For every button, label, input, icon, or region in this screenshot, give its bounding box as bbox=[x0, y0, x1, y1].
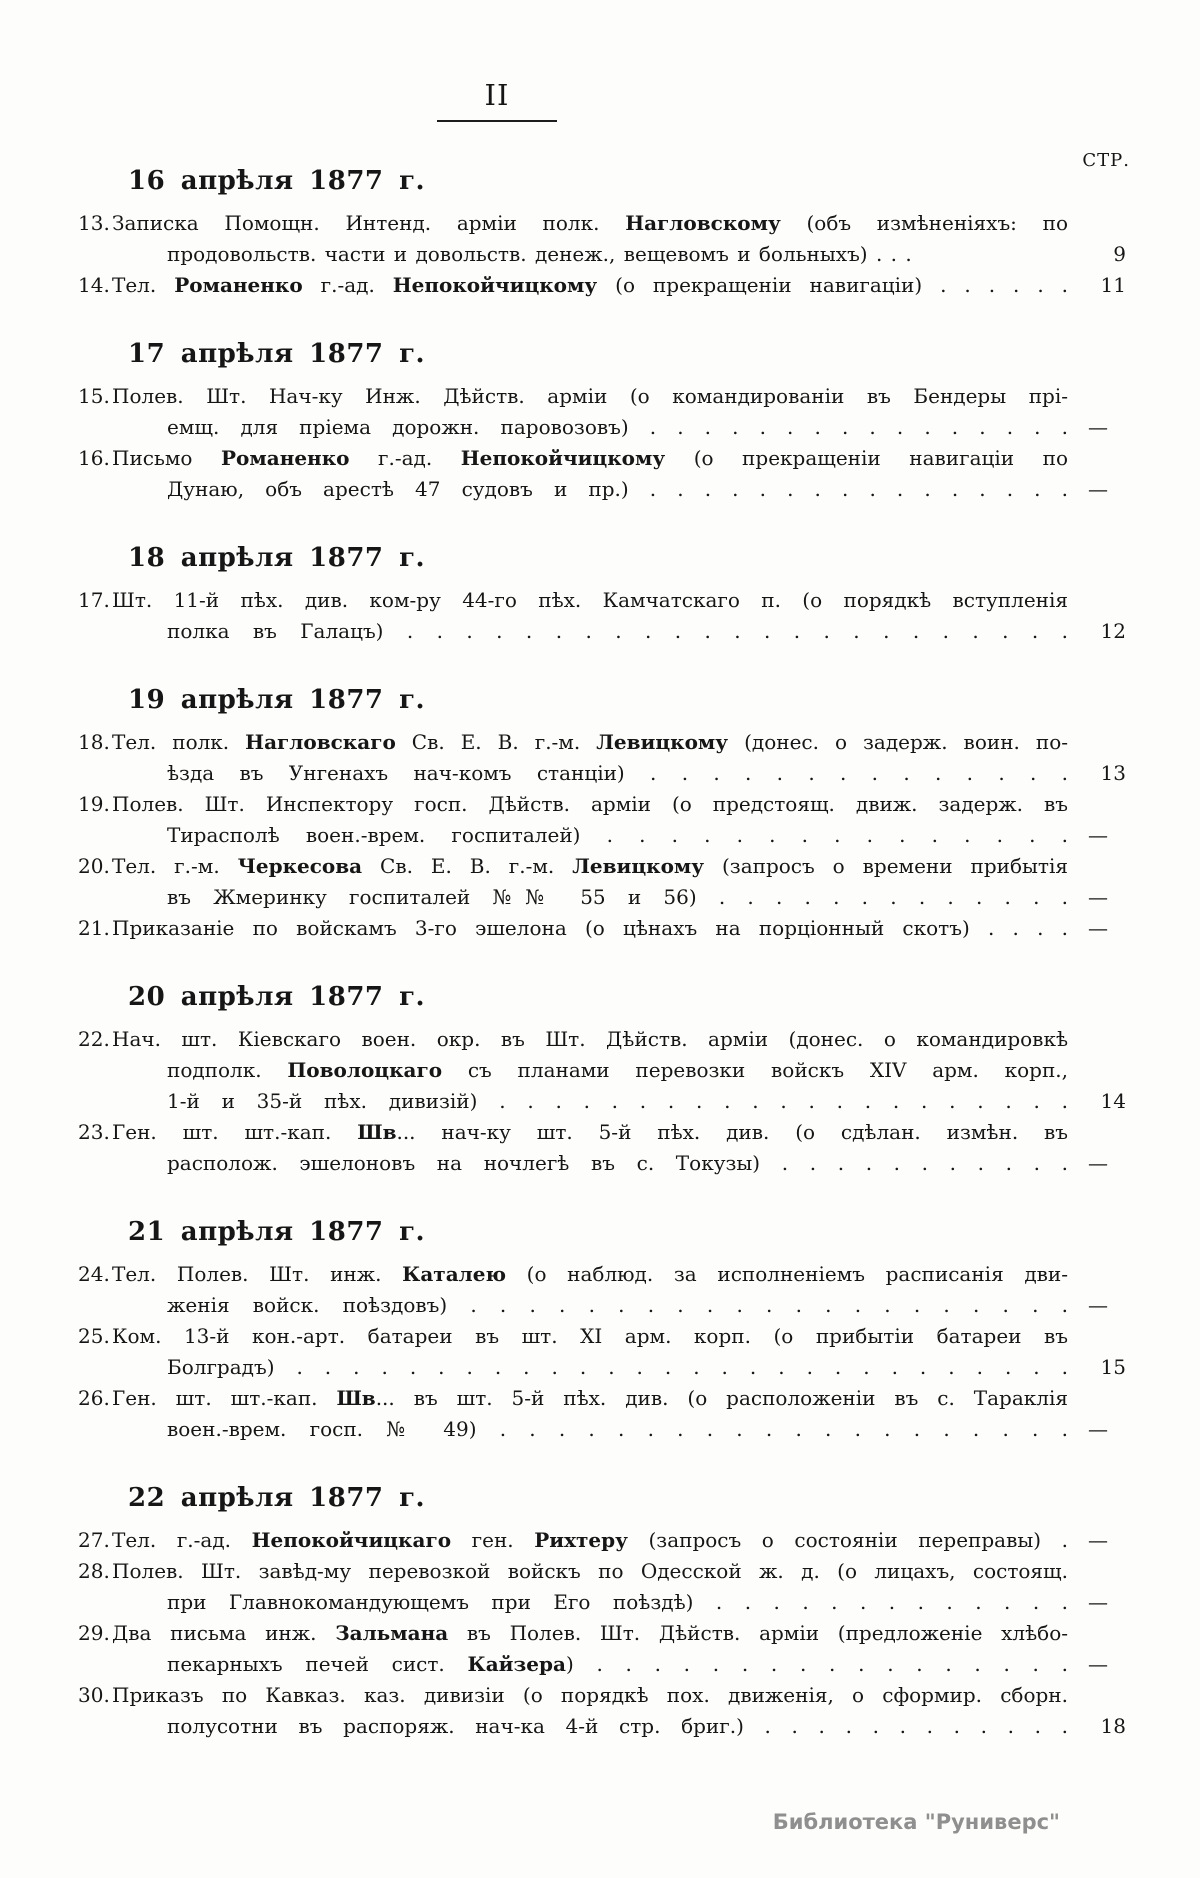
section-heading: 16 апрѣля 1877 г. bbox=[128, 166, 426, 196]
entry-text bbox=[112, 1086, 1068, 1117]
entry-text-bold: Непокойчицкаго bbox=[251, 1528, 452, 1552]
entry-text-segment: подполк. bbox=[167, 1058, 288, 1082]
entry-number: 21. bbox=[78, 916, 110, 940]
entry-text-segment: Тел. полк. bbox=[112, 730, 246, 754]
entry-line bbox=[78, 1649, 1126, 1680]
entry-text bbox=[112, 1024, 1068, 1055]
entry-text-bold: Черкесова bbox=[237, 854, 363, 878]
entry-number: 23. bbox=[78, 1120, 110, 1144]
entry-line bbox=[78, 239, 1126, 270]
entry-line bbox=[78, 1259, 1126, 1290]
entry-text-segment: женія войск. поѣздовъ) . . . . . . . . . . . . . . . . . . . . . bbox=[167, 1293, 1068, 1317]
section bbox=[78, 339, 1126, 505]
toc-entry bbox=[78, 381, 1126, 443]
entry-page: 15 bbox=[1100, 1355, 1126, 1379]
entry-text bbox=[112, 1148, 1068, 1179]
entry-line bbox=[78, 381, 1126, 412]
entry-text-segment: (запросъ о времени прибытія bbox=[704, 854, 1068, 878]
toc-entry bbox=[78, 1117, 1126, 1179]
entry-text-segment: располож. эшелоновъ на ночлегѣ въ с. Токузы) . . . . . . . . . . . bbox=[167, 1151, 1068, 1175]
section bbox=[78, 685, 1126, 944]
entry-text bbox=[112, 789, 1068, 820]
toc-entry bbox=[78, 1259, 1126, 1321]
entry-line bbox=[78, 1024, 1126, 1055]
section bbox=[78, 1217, 1126, 1445]
entry-number: 17. bbox=[78, 588, 110, 612]
entry-line bbox=[78, 412, 1126, 443]
entry-number: 30. bbox=[78, 1683, 110, 1707]
section bbox=[78, 166, 1126, 301]
entry-page: — bbox=[1088, 1151, 1108, 1175]
section-heading: 22 апрѣля 1877 г. bbox=[128, 1483, 426, 1513]
section-heading: 20 апрѣля 1877 г. bbox=[128, 982, 426, 1012]
entry-text-bold: Романенко bbox=[220, 446, 350, 470]
toc-entry bbox=[78, 1680, 1126, 1742]
entry-text bbox=[112, 1259, 1068, 1290]
toc-entry bbox=[78, 913, 1126, 944]
entry-line bbox=[78, 1556, 1126, 1587]
entry-number: 19. bbox=[78, 792, 110, 816]
entry-text-bold: Зальмана bbox=[335, 1621, 449, 1645]
toc-entry bbox=[78, 1525, 1126, 1556]
entry-text-bold: Романенко bbox=[174, 273, 303, 297]
entry-text-segment: (запросъ о состояніи переправы) . bbox=[627, 1528, 1068, 1552]
toc-entry bbox=[78, 1383, 1126, 1445]
entry-text-segment: при Главнокомандующемъ при Его поѣздѣ) . . . . . . . . . . . . . bbox=[167, 1590, 1068, 1614]
toc-entry bbox=[78, 270, 1126, 301]
page-column-header: СТР. bbox=[1082, 150, 1130, 171]
entry-line bbox=[78, 1711, 1126, 1742]
entry-text-segment: Полев. Шт. завѣд-му перевозкой войскъ по Одесской ж. д. (о лицахъ, состоящ. bbox=[112, 1559, 1068, 1583]
entry-line bbox=[78, 1352, 1126, 1383]
entry-page: 14 bbox=[1100, 1089, 1126, 1113]
entry-text-segment: Тел. Полев. Шт. инж. bbox=[112, 1262, 403, 1286]
entry-text-segment: г.-ад. bbox=[302, 273, 393, 297]
entry-text bbox=[112, 270, 1068, 301]
entry-text-segment: Приказаніе по войскамъ 3-го эшелона (о цѣнахъ на порціонный скотъ) . . . . bbox=[112, 916, 1068, 940]
entry-text bbox=[112, 474, 1068, 505]
entry-line bbox=[78, 585, 1126, 616]
entry-page: — bbox=[1088, 1417, 1108, 1441]
entry-page: 9 bbox=[1113, 242, 1126, 266]
entry-line bbox=[78, 616, 1126, 647]
entry-text bbox=[112, 851, 1068, 882]
entry-line bbox=[78, 270, 1126, 301]
entry-text bbox=[112, 1711, 1068, 1742]
entry-text-bold: Кайзера bbox=[467, 1652, 566, 1676]
entry-text-bold: Нагловскаго bbox=[245, 730, 396, 754]
entry-line bbox=[78, 727, 1126, 758]
entry-page: — bbox=[1088, 1652, 1108, 1676]
entry-text-segment: Тел. bbox=[112, 273, 175, 297]
entry-line bbox=[78, 882, 1126, 913]
entry-number: 25. bbox=[78, 1324, 110, 1348]
entry-page: — bbox=[1088, 1590, 1108, 1614]
toc-entry bbox=[78, 1024, 1126, 1117]
entry-text-bold: Нагловскому bbox=[625, 211, 781, 235]
entry-line bbox=[78, 1680, 1126, 1711]
entry-text-segment: въ Жмеринку госпиталей №№ 55 и 56) . . . . . . . . . . . . . bbox=[167, 885, 1068, 909]
entry-number: 26. bbox=[78, 1386, 110, 1410]
entry-text-segment: въ Полев. Шт. Дѣйств. арміи (предложеніе хлѣбо- bbox=[448, 1621, 1068, 1645]
entry-text bbox=[112, 412, 1068, 443]
entry-text-segment: Письмо bbox=[112, 446, 221, 470]
entry-text-segment: Тирасполѣ воен.-врем. госпиталей) . . . . . . . . . . . . . . . bbox=[167, 823, 1068, 847]
entry-text-segment: полка въ Галацъ) . . . . . . . . . . . . . . . . . . . . . . . bbox=[167, 619, 1068, 643]
entry-text bbox=[112, 913, 1068, 944]
entry-number: 16. bbox=[78, 446, 110, 470]
entry-text-bold: Рихтеру bbox=[534, 1528, 628, 1552]
toc-entry bbox=[78, 851, 1126, 913]
entry-number: 22. bbox=[78, 1027, 110, 1051]
entry-text bbox=[112, 1414, 1068, 1445]
entry-text-segment: Болградъ) . . . . . . . . . . . . . . . . . . . . . . . . . . . . bbox=[167, 1355, 1068, 1379]
entry-page: — bbox=[1088, 1293, 1108, 1317]
entry-text-segment: Св. Е. В. г.-м. bbox=[362, 854, 573, 878]
entry-text-bold: Непокойчицкому bbox=[392, 273, 598, 297]
entry-number: 18. bbox=[78, 730, 110, 754]
section bbox=[78, 982, 1126, 1179]
entry-text-bold: Поволоцкаго bbox=[287, 1058, 443, 1082]
entry-text-segment: (объ измѣненіяхъ: по bbox=[780, 211, 1068, 235]
entry-text-bold: Непокойчицкому bbox=[460, 446, 666, 470]
toc-entry bbox=[78, 443, 1126, 505]
entry-number: 14. bbox=[78, 273, 110, 297]
entry-text bbox=[112, 1055, 1068, 1086]
entry-text-segment: 1-й и 35-й пѣх. дивизій) . . . . . . . . . . . . . . . . . . . . . bbox=[167, 1089, 1068, 1113]
entry-number: 24. bbox=[78, 1262, 110, 1286]
toc-entry bbox=[78, 1556, 1126, 1618]
entry-text-segment: Дунаю, объ арестѣ 47 судовъ и пр.) . . . . . . . . . . . . . . . . bbox=[167, 477, 1068, 501]
entry-line bbox=[78, 1086, 1126, 1117]
entry-text bbox=[112, 1383, 1068, 1414]
entry-text-segment: Ген. шт. шт.-кап. bbox=[112, 1120, 358, 1144]
entry-text-segment: ) . . . . . . . . . . . . . . . . . bbox=[565, 1652, 1068, 1676]
entry-text-bold: Каталею bbox=[402, 1262, 506, 1286]
entry-line bbox=[78, 1383, 1126, 1414]
entry-number: 27. bbox=[78, 1528, 110, 1552]
entry-line bbox=[78, 1525, 1126, 1556]
toc-entry bbox=[78, 1321, 1126, 1383]
toc-entry bbox=[78, 789, 1126, 851]
entry-text-segment: (донес. о задерж. воин. по- bbox=[728, 730, 1068, 754]
entry-line bbox=[78, 208, 1126, 239]
entry-number: 15. bbox=[78, 384, 110, 408]
entry-text bbox=[112, 1290, 1068, 1321]
entry-text-segment: Тел. г.-м. bbox=[112, 854, 238, 878]
entry-text-segment: (о наблюд. за исполненіемъ расписанія дви- bbox=[506, 1262, 1068, 1286]
toc-entry bbox=[78, 727, 1126, 789]
entry-line bbox=[78, 789, 1126, 820]
entry-page: — bbox=[1088, 885, 1108, 909]
entry-text bbox=[112, 727, 1068, 758]
entry-page: 12 bbox=[1100, 619, 1126, 643]
entry-number: 20. bbox=[78, 854, 110, 878]
entry-text-bold: Шв bbox=[357, 1120, 397, 1144]
entry-text-segment: (о прекращеніи навигаціи) . . . . . . bbox=[597, 273, 1068, 297]
entry-page: — bbox=[1088, 415, 1108, 439]
entry-page: — bbox=[1088, 477, 1108, 501]
entry-text bbox=[112, 1649, 1068, 1680]
section-heading: 18 апрѣля 1877 г. bbox=[128, 543, 426, 573]
entry-text-segment: ... въ шт. 5-й пѣх. див. (о расположеніи въ с. Тараклія bbox=[375, 1386, 1068, 1410]
entry-line bbox=[78, 474, 1126, 505]
entry-text-segment: Полев. Шт. Нач-ку Инж. Дѣйств. арміи (о командированіи въ Бендеры прі- bbox=[112, 384, 1068, 408]
entry-text bbox=[112, 585, 1068, 616]
entry-page: — bbox=[1088, 916, 1108, 940]
entry-text-segment: Шт. 11-й пѣх. див. ком-ру 44-го пѣх. Камчатскаго п. (о порядкѣ вступленія bbox=[112, 588, 1068, 612]
entry-number: 28. bbox=[78, 1559, 110, 1583]
entry-line bbox=[78, 1117, 1126, 1148]
section bbox=[78, 1483, 1126, 1742]
entry-number: 29. bbox=[78, 1621, 110, 1645]
entry-text bbox=[112, 820, 1068, 851]
entry-text bbox=[112, 1587, 1068, 1618]
folio-numeral: II bbox=[437, 78, 557, 122]
entry-line bbox=[78, 913, 1126, 944]
entry-text bbox=[112, 1525, 1068, 1556]
section-heading: 21 апрѣля 1877 г. bbox=[128, 1217, 426, 1247]
entry-line bbox=[78, 1290, 1126, 1321]
entry-number: 13. bbox=[78, 211, 110, 235]
entry-text-bold: Левицкому bbox=[596, 730, 729, 754]
section-heading: 17 апрѣля 1877 г. bbox=[128, 339, 426, 369]
toc-entry bbox=[78, 1618, 1126, 1680]
entry-text-segment: Полев. Шт. Инспектору госп. Дѣйств. арміи (о предстоящ. движ. задерж. въ bbox=[112, 792, 1068, 816]
entry-page: — bbox=[1088, 1528, 1108, 1552]
entry-text-segment: ген. bbox=[451, 1528, 535, 1552]
entry-text-segment: воен.-врем. госп. № 49) . . . . . . . . . . . . . . . . . . . . bbox=[167, 1417, 1068, 1441]
entry-text bbox=[112, 1618, 1068, 1649]
entry-text-segment: Тел. г.-ад. bbox=[112, 1528, 252, 1552]
entry-text bbox=[112, 1352, 1068, 1383]
entry-text-bold: Левицкому bbox=[572, 854, 705, 878]
entry-line bbox=[78, 851, 1126, 882]
entry-line bbox=[78, 443, 1126, 474]
entry-text bbox=[112, 1556, 1068, 1587]
entry-text bbox=[112, 1117, 1068, 1148]
entry-text-segment: продовольств. части и довольств. денеж., вещевомъ и больныхъ) . . . bbox=[167, 242, 912, 266]
entry-line bbox=[78, 1587, 1126, 1618]
entry-text bbox=[112, 1680, 1068, 1711]
entry-text bbox=[112, 758, 1068, 789]
entry-text-segment: полусотни въ распоряж. нач-ка 4-й стр. бриг.) . . . . . . . . . . . . bbox=[167, 1714, 1068, 1738]
entry-line bbox=[78, 1321, 1126, 1352]
section-heading: 19 апрѣля 1877 г. bbox=[128, 685, 426, 715]
entry-text-segment: ... нач-ку шт. 5-й пѣх. див. (о сдѣлан. измѣн. въ bbox=[396, 1120, 1068, 1144]
library-watermark: Библиотека "Руниверс" bbox=[772, 1810, 1060, 1834]
entry-line bbox=[78, 758, 1126, 789]
entry-line bbox=[78, 1148, 1126, 1179]
entry-text bbox=[112, 208, 1068, 239]
entry-line bbox=[78, 820, 1126, 851]
entry-text bbox=[112, 239, 1068, 270]
entry-text-segment: пекарныхъ печей сист. bbox=[167, 1652, 468, 1676]
entry-text bbox=[112, 882, 1068, 913]
toc-entry bbox=[78, 585, 1126, 647]
entry-line bbox=[78, 1414, 1126, 1445]
entry-text-segment: Св. Е. В. г.-м. bbox=[395, 730, 597, 754]
entry-text-segment: (о прекращеніи навигаціи по bbox=[665, 446, 1068, 470]
toc-entry bbox=[78, 208, 1126, 270]
entry-line bbox=[78, 1618, 1126, 1649]
entry-line bbox=[78, 1055, 1126, 1086]
entry-text-segment: Нач. шт. Кіевскаго воен. окр. въ Шт. Дѣйств. арміи (донес. о командировкѣ bbox=[112, 1027, 1068, 1051]
entry-text-segment: Ген. шт. шт.-кап. bbox=[112, 1386, 337, 1410]
entry-page: 11 bbox=[1100, 273, 1126, 297]
entry-page: 13 bbox=[1100, 761, 1126, 785]
entry-text-segment: Приказъ по Кавказ. каз. дивизіи (о порядкѣ пох. движенія, о сформир. сборн. bbox=[112, 1683, 1068, 1707]
entry-text-bold: Шв bbox=[336, 1386, 376, 1410]
table-of-contents bbox=[78, 128, 1126, 1742]
entry-text-segment: съ планами перевозки войскъ XIV арм. корп., bbox=[442, 1058, 1068, 1082]
entry-page: 18 bbox=[1100, 1714, 1126, 1738]
entry-text bbox=[112, 381, 1068, 412]
entry-text bbox=[112, 616, 1068, 647]
entry-text-segment: Записка Помощн. Интенд. арміи полк. bbox=[112, 211, 626, 235]
entry-text bbox=[112, 1321, 1068, 1352]
entry-text-segment: Ком. 13-й кон.-арт. батареи въ шт. XI арм. корп. (о прибытіи батареи въ bbox=[112, 1324, 1068, 1348]
entry-text-segment: ѣзда въ Унгенахъ нач-комъ станціи) . . . . . . . . . . . . . . bbox=[167, 761, 1068, 785]
entry-text-segment: Два письма инж. bbox=[112, 1621, 336, 1645]
entry-text bbox=[112, 443, 1068, 474]
entry-text-segment: г.-ад. bbox=[349, 446, 461, 470]
entry-text-segment: емщ. для пріема дорожн. паровозовъ) . . . . . . . . . . . . . . . . bbox=[167, 415, 1068, 439]
section bbox=[78, 543, 1126, 647]
entry-page: — bbox=[1088, 823, 1108, 847]
